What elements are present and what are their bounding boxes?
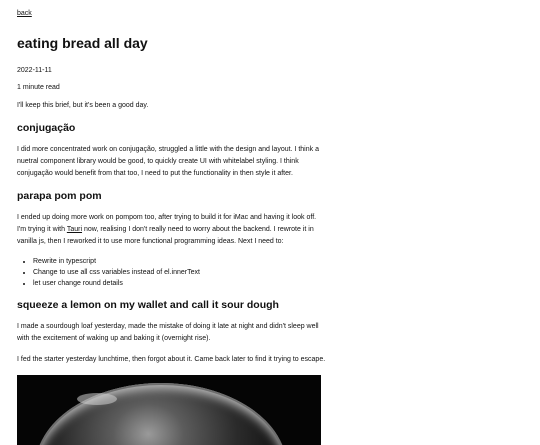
- section-paragraph: [17, 212, 327, 248]
- sourdough-starter-photo: [17, 375, 321, 445]
- section-heading: squeeze a lemon on my wallet and call it sour dough: [17, 299, 279, 311]
- bowl-highlight: [77, 393, 117, 405]
- paragraph-text: I ended up doing more work on pompom too, after trying to build it for iMac and having it look off. I'm trying it with: [17, 214, 317, 233]
- todo-list: [17, 256, 327, 289]
- section-pompom: [17, 190, 327, 289]
- tauri-link[interactable]: Tauri: [66, 226, 83, 233]
- section-heading: conjugação: [17, 122, 76, 134]
- section-heading: parapa pom pom: [17, 190, 102, 202]
- list-item: • Change to use all css variables instead of el.innerText: [33, 267, 327, 278]
- section-paragraph: I made a sourdough loaf yesterday, made the mistake of doing it late at night and didn't sleep well with the excitement of waking up and baking it (overnight rise).: [17, 323, 319, 342]
- intro-paragraph: I'll keep this brief, but it's been a good day.: [17, 102, 149, 109]
- post-title: eating bread all day: [17, 35, 148, 51]
- glass-bowl-shape: [35, 383, 287, 445]
- post-date: 2022-11-11: [17, 67, 52, 74]
- section-sourdough: [17, 299, 327, 445]
- list-item: • let user change round details: [33, 278, 327, 289]
- read-time: 1 minute read: [17, 84, 60, 91]
- back-link[interactable]: back: [17, 10, 32, 17]
- paragraph-text: now, realising I don't really need to worry about the backend. I rewrote it in vanilla js, then I reworked it to use more functional programming ideas. Next I need to:: [17, 226, 314, 245]
- section-conjugacao: [17, 122, 327, 180]
- section-paragraph: I did more concentrated work on conjugação, struggled a little with the design and layout. I think a nuetral component library would be good, to quickly create UI with whitelabel styling. I think conjugação would benefit from that too, I need to put the functionality in then style it after.: [17, 146, 319, 177]
- post-content: [17, 9, 327, 445]
- list-item: • Rewrite in typescript: [33, 256, 327, 267]
- section-paragraph: I fed the starter yesterday lunchtime, then forgot about it. Came back later to find it trying to escape.: [17, 356, 326, 363]
